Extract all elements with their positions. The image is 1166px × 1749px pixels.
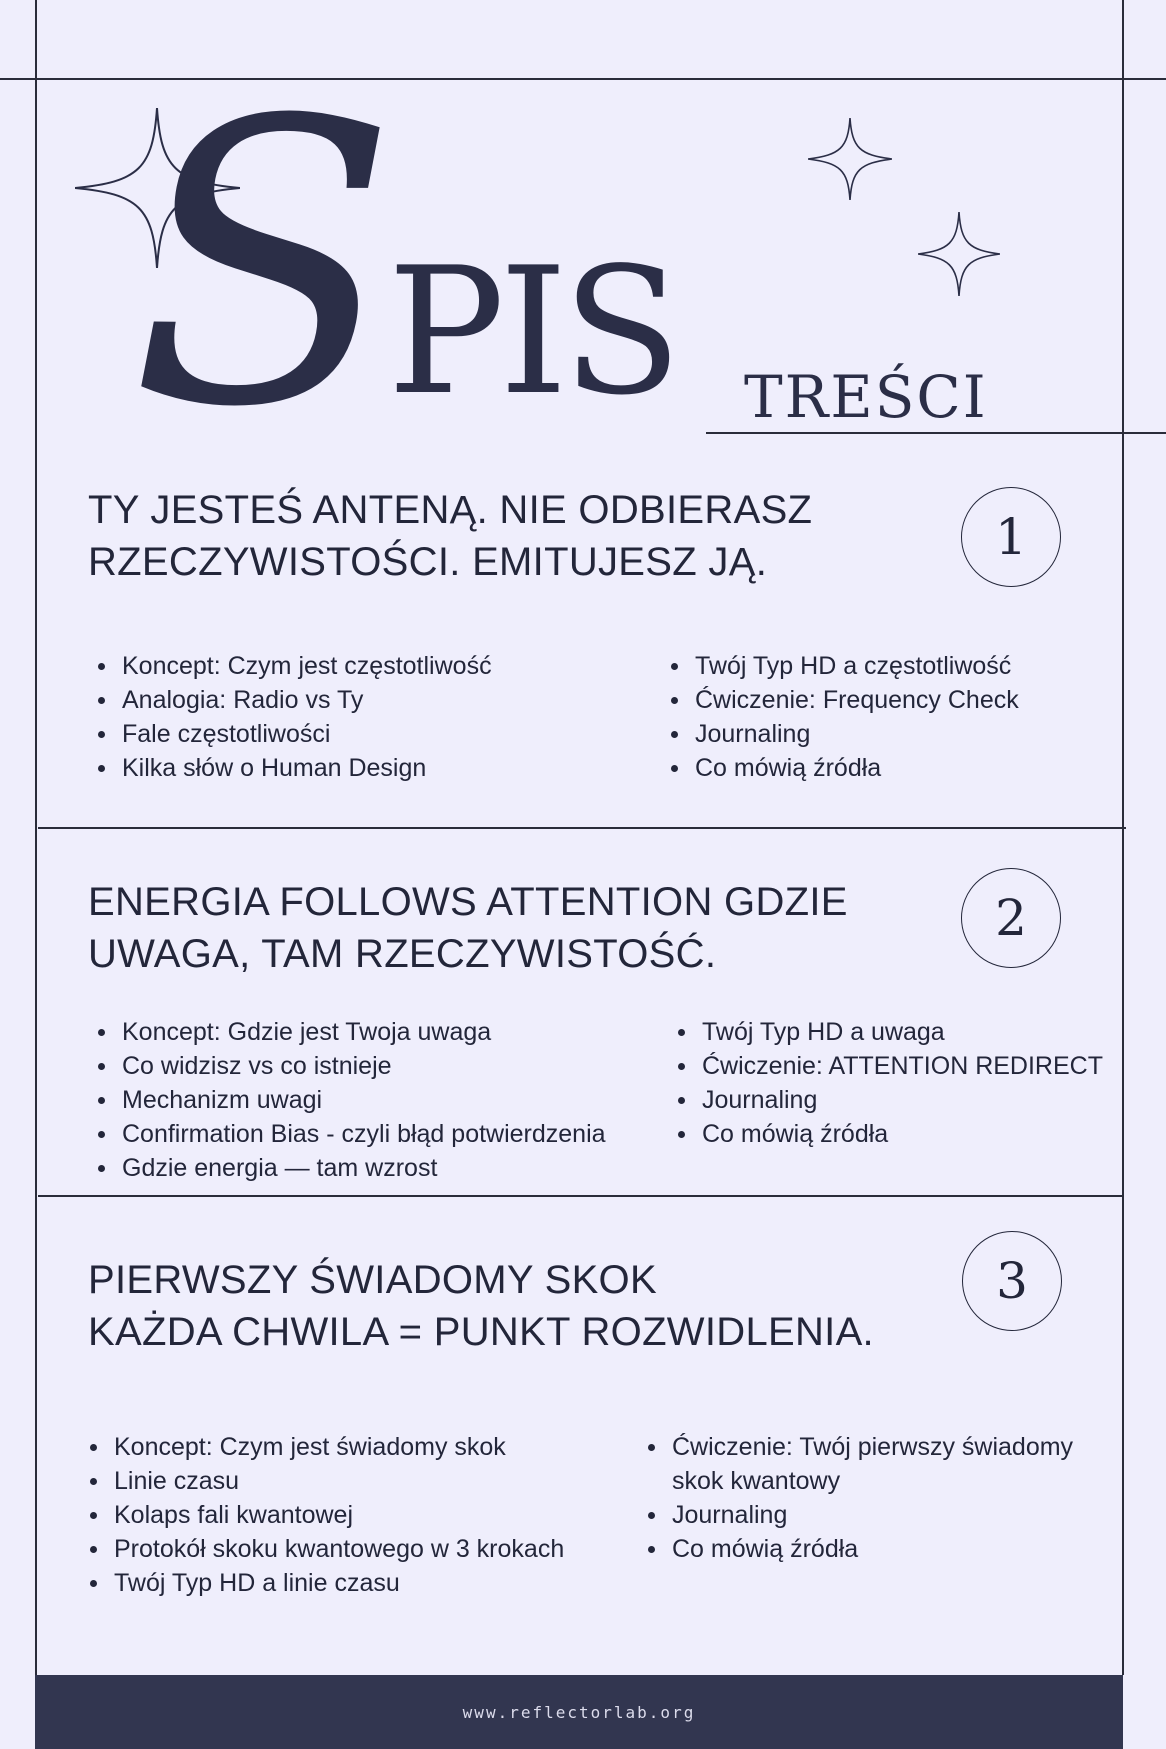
list-item: Koncept: Gdzie jest Twoja uwaga — [90, 1015, 670, 1049]
section-heading-line: UWAGA, TAM RZECZYWISTOŚĆ. — [88, 932, 717, 976]
section-2-number: 2 — [961, 868, 1061, 968]
section-3-heading — [88, 1254, 928, 1358]
section-heading-line: TY JESTEŚ ANTENĄ. NIE ODBIERASZ — [88, 488, 813, 532]
title-underline — [706, 432, 1166, 434]
section-3-list-left — [82, 1430, 652, 1600]
sparkle-star-icon — [918, 212, 1000, 296]
list-item: Journaling — [663, 717, 1103, 751]
list-item: Twój Typ HD a uwaga — [670, 1015, 1120, 1049]
list-item: Kolaps fali kwantowej — [82, 1498, 652, 1532]
list-item: Co mówią źródła — [670, 1117, 1120, 1151]
list-item: Twój Typ HD a linie czasu — [82, 1566, 652, 1600]
section-2-list-right — [670, 1015, 1120, 1151]
section-3-list-right — [640, 1430, 1110, 1566]
frame-line-right — [1122, 0, 1124, 1675]
title-initial: S — [130, 38, 388, 492]
list-item: Gdzie energia — tam wzrost — [90, 1151, 670, 1185]
list-item: Co mówią źródła — [663, 751, 1103, 785]
section-3-number: 3 — [962, 1231, 1062, 1331]
section-heading-line: ENERGIA FOLLOWS ATTENTION GDZIE — [88, 880, 848, 924]
list-item: Mechanizm uwagi — [90, 1083, 670, 1117]
page-subtitle: TREŚCI — [744, 363, 988, 431]
list-item: Koncept: Czym jest świadomy skok — [82, 1430, 652, 1464]
list-item: Linie czasu — [82, 1464, 652, 1498]
list-item: Ćwiczenie: Twój pierwszy świadomy skok kwantowy — [640, 1430, 1110, 1498]
list-item: Ćwiczenie: Frequency Check — [663, 683, 1103, 717]
list-item: Journaling — [670, 1083, 1120, 1117]
section-2-heading — [88, 876, 928, 980]
page-title — [130, 38, 676, 492]
sparkle-star-icon — [808, 118, 892, 200]
section-2-list-left — [90, 1015, 670, 1185]
section-heading-line: PIERWSZY ŚWIADOMY SKOK — [88, 1258, 657, 1302]
section-1-list-right — [663, 649, 1103, 785]
section-heading-line: KAŻDA CHWILA = PUNKT ROZWIDLENIA. — [88, 1310, 874, 1354]
footer-bar — [35, 1675, 1123, 1749]
section-divider-1 — [38, 827, 1126, 829]
list-item: Confirmation Bias - czyli błąd potwierdzenia — [90, 1117, 670, 1151]
section-heading-line: RZECZYWISTOŚCI. EMITUJESZ JĄ. — [88, 540, 768, 584]
list-item: Koncept: Czym jest częstotliwość — [90, 649, 650, 683]
list-item: Protokół skoku kwantowego w 3 krokach — [82, 1532, 652, 1566]
section-1-list-left — [90, 649, 650, 785]
list-item: Co widzisz vs co istnieje — [90, 1049, 670, 1083]
section-1-heading — [88, 484, 928, 588]
list-item: Analogia: Radio vs Ty — [90, 683, 650, 717]
title-rest: PIS — [387, 231, 676, 434]
footer-url-link[interactable]: www.reflectorlab.org — [462, 1702, 696, 1722]
list-item: Co mówią źródła — [640, 1532, 1110, 1566]
list-item: Fale częstotliwości — [90, 717, 650, 751]
section-1-number: 1 — [961, 487, 1061, 587]
list-item: Kilka słów o Human Design — [90, 751, 650, 785]
list-item: Ćwiczenie: ATTENTION REDIRECT — [670, 1049, 1120, 1083]
list-item: Journaling — [640, 1498, 1110, 1532]
list-item: Twój Typ HD a częstotliwość — [663, 649, 1103, 683]
section-divider-2 — [38, 1195, 1122, 1197]
frame-line-left — [35, 0, 37, 1675]
